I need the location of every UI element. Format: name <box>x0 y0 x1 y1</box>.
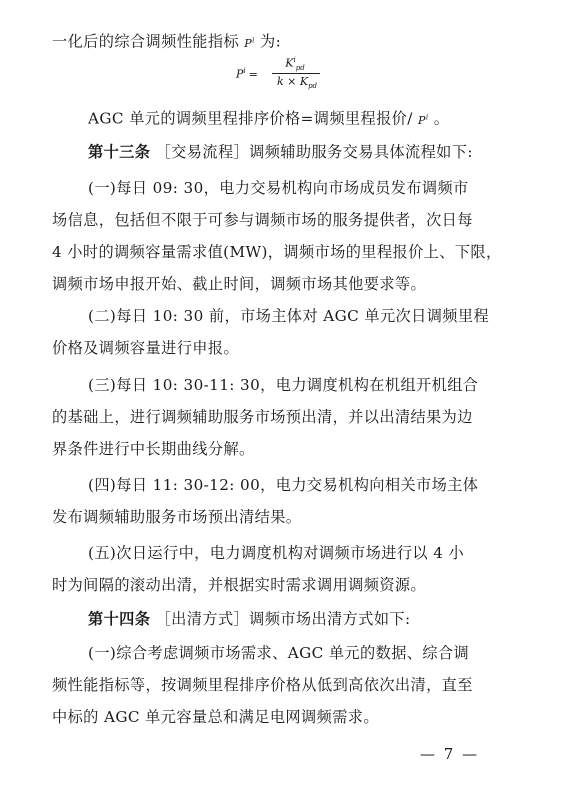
price-symbol-base: P <box>418 113 426 127</box>
item1-line3: 4 小时的调频容量需求值(MW)，调频市场的里程报价上、下限， <box>52 243 502 261</box>
formula-num-base: K <box>285 56 294 70</box>
formula-fraction-bar <box>272 73 320 74</box>
item3-line3: 界条件进行中长期曲线分解。 <box>52 440 255 458</box>
formula-den-sub: pd <box>308 82 318 91</box>
article14-text: ［出清方式］调频市场出清方式如下: <box>155 610 411 628</box>
intro-text: 一化后的综合调频性能指标 <box>52 32 240 51</box>
formula-lhs-base: P <box>236 67 244 81</box>
intro-symbol-sup: i <box>252 36 255 44</box>
formula-den-base: k × K <box>276 75 309 88</box>
intro-symbol-base: P <box>244 36 253 50</box>
price-symbol-sup: i <box>425 113 429 121</box>
item6-line3: 中标的 AGC 单元容量总和满足电网调频需求。 <box>52 708 379 726</box>
article14-heading <box>88 609 522 629</box>
item5-line2: 时为间隔的滚动出清，并根据实时需求调用调频资源。 <box>52 576 427 594</box>
formula <box>236 54 346 94</box>
formula-denominator <box>270 75 324 90</box>
formula-equals: = <box>248 67 258 81</box>
intro-line <box>52 30 522 54</box>
item3-line2: 的基础上，进行调频辅助服务市场预出清，并以出清结果为边 <box>52 408 473 426</box>
formula-lhs-sup: i <box>243 67 246 75</box>
formula-numerator <box>274 56 316 72</box>
article13-title: 第十三条 <box>88 143 151 161</box>
intro-suffix: 为: <box>259 32 282 51</box>
item3-line1: (三)每日 10: 30-11: 30，电力调度机构在机组开机组合 <box>88 376 479 394</box>
item6-line2: 频性能指标等，按调频里程排序价格从低到高依次出清，直至 <box>52 676 473 694</box>
price-line <box>88 107 522 131</box>
item4-line2: 发布调频辅助服务市场预出清结果。 <box>52 508 302 526</box>
formula-num-sup: i <box>293 56 296 64</box>
item1-line1: (一)每日 09: 30，电力交易机构向市场成员发布调频市 <box>88 179 469 197</box>
item6-line1: (一)综合考虑调频市场需求、AGC 单元的数据、综合调 <box>88 644 470 662</box>
item5-line1: (五)次日运行中，电力调度机构对调频市场进行以 4 小 <box>88 544 465 562</box>
price-text: AGC 单元的调频里程排序价格=调频里程报价/ <box>88 109 413 128</box>
price-suffix: 。 <box>433 109 450 128</box>
page-number: — 7 — <box>420 745 480 763</box>
item1-line2: 场信息，包括但不限于可参与调频市场的服务提供者，次日每 <box>52 211 473 229</box>
price-symbol <box>418 114 428 127</box>
formula-lhs <box>236 67 258 81</box>
item2-line2: 价格及调频容量进行申报。 <box>52 339 240 357</box>
item4-line1: (四)每日 11: 30-12: 00，电力交易机构向相关市场主体 <box>88 476 479 494</box>
formula-num-sub: pd <box>295 63 305 72</box>
article13-text: ［交易流程］调频辅助服务交易具体流程如下: <box>155 143 473 161</box>
intro-symbol <box>244 37 254 50</box>
article13-heading <box>88 142 522 162</box>
item1-line4: 调频市场申报开始、截止时间，调频市场其他要求等。 <box>52 275 427 293</box>
item2-line1: (二)每日 10: 30 前，市场主体对 AGC 单元次日调频里程 <box>88 307 490 325</box>
article14-title: 第十四条 <box>88 610 151 628</box>
